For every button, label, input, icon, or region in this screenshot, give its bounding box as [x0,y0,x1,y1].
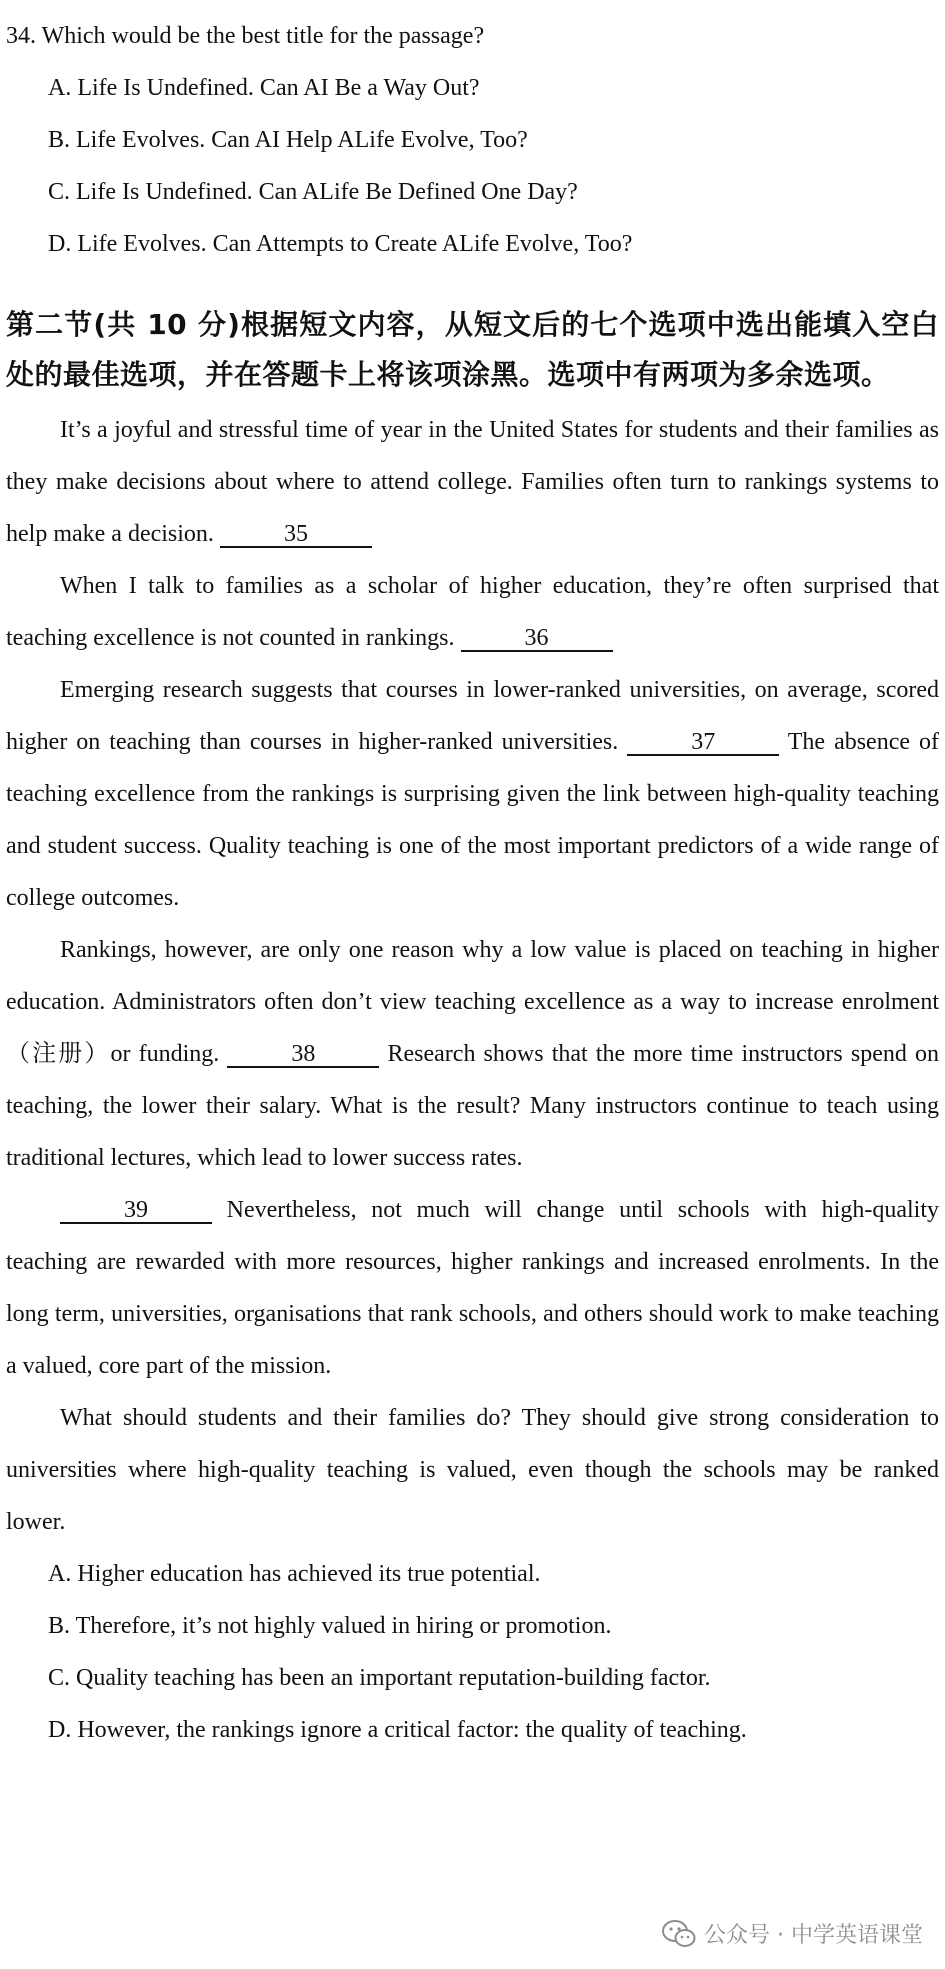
question-34-stem: 34. Which would be the best title for the passage? [6,23,485,49]
passage-paragraph-4 [6,924,939,1184]
section-2-heading: 第二节(共 10 分)根据短文内容，从短文后的七个选项中选出能填入空白处的最佳选项，并在答题卡上将该项涂黑。选项中有两项为多余选项。 [6,308,939,391]
blank-36: 36 [461,626,613,652]
option-d: D. However, the rankings ignore a critical factor: the quality of teaching. [48,1717,747,1743]
option-a: A. Higher education has achieved its true potential. [48,1561,541,1587]
blank-37: 37 [627,730,779,756]
paragraph-3-text-b: The absence of teaching excellence from the rankings is surprising given the link between high-quality teaching and student success. Quality teaching is one of the most important predictors of a wide range of college outcomes. [6,729,939,911]
question-34-option-a: A. Life Is Undefined. Can AI Be a Way Out? [48,75,480,101]
passage-paragraph-3 [6,664,939,924]
blank-35: 35 [220,522,372,548]
passage-paragraph-2 [6,560,939,664]
paragraph-5-text: Nevertheless, not much will change until schools with high-quality teaching are rewarded with more resources, higher rankings and increased enrolments. In the long term, universities, organisations that rank schools, and others should work to make teaching a valued, core part of the mission. [6,1197,939,1379]
watermark [662,1918,923,1949]
question-34-option-c: C. Life Is Undefined. Can ALife Be Defined One Day? [48,179,578,205]
paragraph-3-text-a: Emerging research suggests that courses in lower-ranked universities, on average, scored higher on teaching than courses in higher-ranked universities. [6,677,939,755]
paragraph-2-text: When I talk to families as a scholar of higher education, they’re often surprised that teaching excellence is not counted in rankings. [6,573,939,651]
passage-paragraph-1 [6,404,939,560]
paragraph-4-text-a: Rankings, however, are only one reason why a low value is placed on teaching in higher education. Administrators often don’t view teaching excellence as a way to increase enrolment（注册）or funding. [6,937,939,1067]
blank-39: 39 [60,1198,212,1224]
paragraph-4-text-b: Research shows that the more time instructors spend on teaching, the lower their salary. What is the result? Many instructors continue to teach using traditional lectures, which lead to lower success rates. [6,1041,939,1171]
question-34-option-d: D. Life Evolves. Can Attempts to Create ALife Evolve, Too? [48,231,633,257]
wechat-icon [662,1920,696,1948]
blank-38: 38 [227,1042,379,1068]
answer-options [6,1548,939,1756]
option-c: C. Quality teaching has been an important reputation-building factor. [48,1665,711,1691]
paragraph-1-text: It’s a joyful and stressful time of year in the United States for students and their families as they make decisions about where to attend college. Families often turn to rankings systems to help make a decision. [6,417,939,547]
passage-paragraph-6: What should students and their families do? They should give strong consideration to universities where high-quality teaching is valued, even though the schools may be ranked lower. [6,1405,939,1535]
watermark-text: 公众号 · 中学英语课堂 [704,1923,923,1948]
passage-paragraph-5 [6,1184,939,1392]
option-b: B. Therefore, it’s not highly valued in hiring or promotion. [48,1613,612,1639]
question-34-option-b: B. Life Evolves. Can AI Help ALife Evolve, Too? [48,127,528,153]
